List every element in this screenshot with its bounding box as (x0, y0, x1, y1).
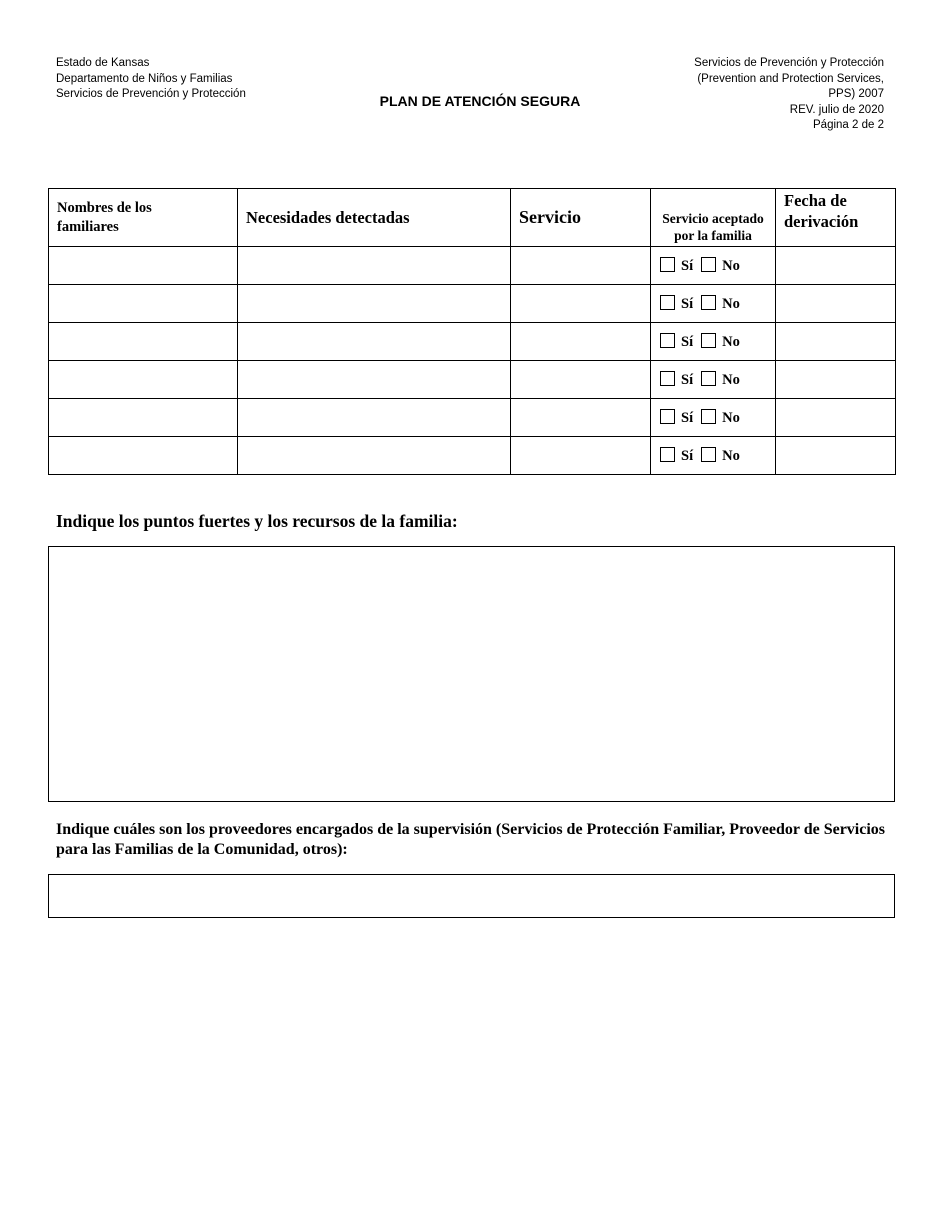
no-checkbox[interactable] (701, 409, 716, 424)
no-label: No (722, 371, 740, 388)
family-name-cell[interactable] (49, 361, 238, 399)
family-name-cell[interactable] (49, 437, 238, 475)
no-checkbox[interactable] (701, 447, 716, 462)
providers-label: Indique cuáles son los proveedores encargados de la supervisión (Servicios de Protección Familiar, Proveedor de Servicios para las Familias de la Comunidad, otros): (56, 821, 886, 858)
service-cell[interactable] (511, 247, 651, 285)
yes-label: Sí (681, 447, 694, 464)
accepted-cell (651, 285, 776, 323)
table-header-row (49, 189, 896, 247)
state-name: Estado de Kansas (56, 57, 150, 69)
yes-checkbox[interactable] (660, 371, 675, 386)
table-row (49, 399, 896, 437)
col-header-service: Servicio (511, 189, 651, 247)
accepted-cell (651, 323, 776, 361)
form-title: PLAN DE ATENCIÓN SEGURA (379, 93, 581, 109)
yes-label: Sí (681, 409, 694, 426)
services-table (48, 188, 896, 475)
yes-label: Sí (681, 295, 694, 312)
no-label: No (722, 447, 740, 464)
referral-date-cell[interactable] (776, 399, 896, 437)
strengths-label: Indique los puntos fuertes y los recursos de la familia: (56, 511, 458, 531)
accepted-cell (651, 437, 776, 475)
division-name: Servicios de Prevención y Protección (56, 88, 246, 100)
family-name-cell[interactable] (49, 399, 238, 437)
service-cell[interactable] (511, 361, 651, 399)
service-cell[interactable] (511, 323, 651, 361)
form-info-line: PPS) 2007 (828, 88, 884, 100)
page-number: Página 2 de 2 (813, 119, 884, 131)
no-label: No (722, 257, 740, 274)
service-cell[interactable] (511, 437, 651, 475)
table-row (49, 323, 896, 361)
no-checkbox[interactable] (701, 333, 716, 348)
strengths-input[interactable] (48, 546, 895, 802)
yes-checkbox[interactable] (660, 409, 675, 424)
referral-date-cell[interactable] (776, 437, 896, 475)
no-label: No (722, 295, 740, 312)
no-checkbox[interactable] (701, 295, 716, 310)
needs-cell[interactable] (238, 361, 511, 399)
form-info-header (694, 56, 884, 134)
accepted-cell (651, 361, 776, 399)
form-info-line: (Prevention and Protection Services, (697, 72, 884, 85)
accepted-cell (651, 247, 776, 285)
family-name-cell[interactable] (49, 323, 238, 361)
revision-date: REV. julio de 2020 (789, 103, 884, 116)
family-name-cell[interactable] (49, 285, 238, 323)
referral-date-cell[interactable] (776, 323, 896, 361)
col-header-needs: Necesidades detectadas (238, 189, 511, 247)
accepted-cell (651, 399, 776, 437)
table-row (49, 361, 896, 399)
yes-checkbox[interactable] (660, 295, 675, 310)
col-header-referral-date: Fecha de derivación (776, 189, 896, 247)
no-checkbox[interactable] (701, 257, 716, 272)
needs-cell[interactable] (238, 285, 511, 323)
referral-date-cell[interactable] (776, 361, 896, 399)
family-name-cell[interactable] (49, 247, 238, 285)
table-row (49, 285, 896, 323)
referral-date-cell[interactable] (776, 247, 896, 285)
yes-checkbox[interactable] (660, 257, 675, 272)
table-row (49, 247, 896, 285)
table-row (49, 437, 896, 475)
needs-cell[interactable] (238, 247, 511, 285)
needs-cell[interactable] (238, 437, 511, 475)
department-name: Departamento de Niños y Familias (56, 72, 233, 85)
col-header-accepted: Servicio aceptado por la familia (651, 189, 776, 247)
service-cell[interactable] (511, 399, 651, 437)
col-header-family-names: Nombres de los familiares (49, 189, 238, 247)
no-label: No (722, 333, 740, 350)
no-label: No (722, 409, 740, 426)
needs-cell[interactable] (238, 323, 511, 361)
form-info-line: Servicios de Prevención y Protección (694, 57, 884, 69)
referral-date-cell[interactable] (776, 285, 896, 323)
needs-cell[interactable] (238, 399, 511, 437)
yes-checkbox[interactable] (660, 333, 675, 348)
yes-checkbox[interactable] (660, 447, 675, 462)
no-checkbox[interactable] (701, 371, 716, 386)
yes-label: Sí (681, 371, 694, 388)
providers-input[interactable] (48, 874, 895, 918)
service-cell[interactable] (511, 285, 651, 323)
yes-label: Sí (681, 257, 694, 274)
yes-label: Sí (681, 333, 694, 350)
